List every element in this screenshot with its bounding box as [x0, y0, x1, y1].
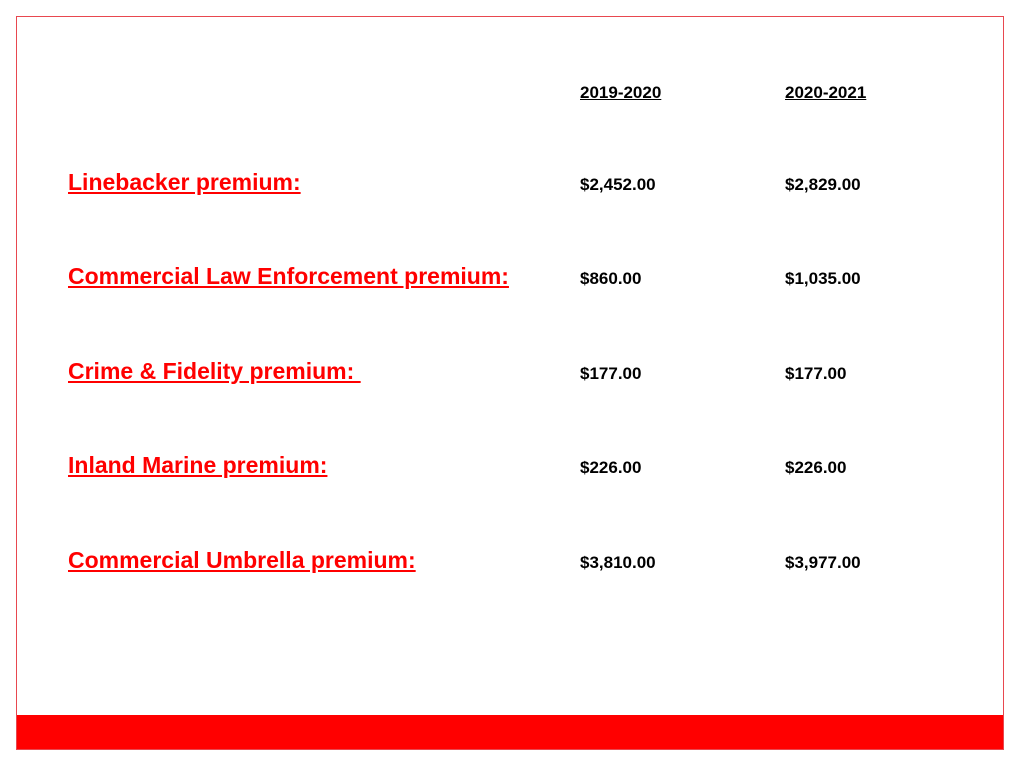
row-label: Linebacker premium: [68, 169, 301, 195]
row-label: Commercial Law Enforcement premium: [68, 263, 509, 289]
premium-row-commercial-umbrella [17, 547, 1003, 581]
column-header-2019-2020: 2019-2020 [580, 83, 662, 102]
slide [16, 16, 1004, 750]
row-value-2020-2021: $1,035.00 [785, 269, 861, 288]
row-label: Crime & Fidelity premium: [68, 358, 361, 384]
row-value-2020-2021: $3,977.00 [785, 553, 861, 572]
row-label: Inland Marine premium: [68, 452, 328, 478]
column-header-2020-2021: 2020-2021 [785, 83, 867, 102]
premium-row-inland-marine [17, 452, 1003, 486]
row-value-2019-2020: $226.00 [580, 458, 642, 477]
row-value-2019-2020: $177.00 [580, 364, 642, 383]
premium-row-commercial-law-enforcement [17, 263, 1003, 297]
row-value-2020-2021: $226.00 [785, 458, 847, 477]
premium-row-linebacker [17, 169, 1003, 203]
row-value-2019-2020: $3,810.00 [580, 553, 656, 572]
row-value-2019-2020: $860.00 [580, 269, 642, 288]
row-value-2020-2021: $177.00 [785, 364, 847, 383]
footer-bar [17, 715, 1003, 749]
premium-row-crime-fidelity [17, 358, 1003, 392]
row-label: Commercial Umbrella premium: [68, 547, 416, 573]
row-value-2020-2021: $2,829.00 [785, 175, 861, 194]
row-value-2019-2020: $2,452.00 [580, 175, 656, 194]
